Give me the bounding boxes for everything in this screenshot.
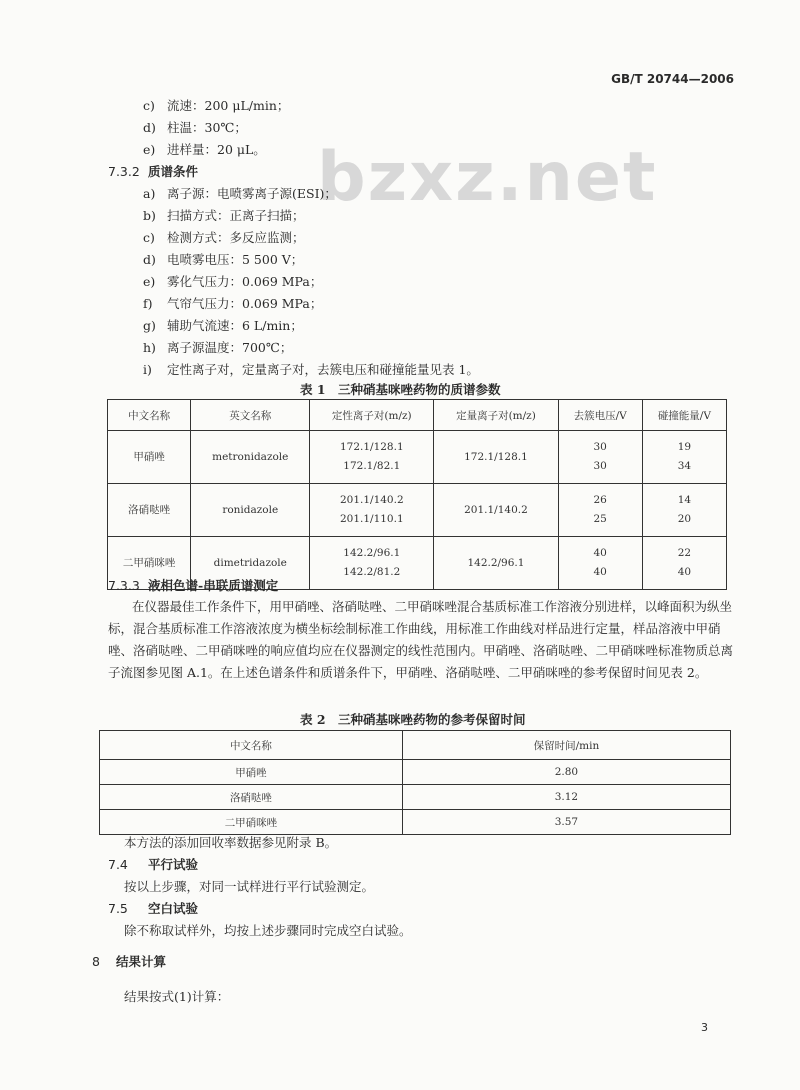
table-cell: 3.57 (402, 810, 730, 835)
section-heading-7-3-3: 7.3.3 液相色谱-串联质谱测定 (108, 578, 279, 593)
list-item: f) 气帘气压力：0.069 MPa； (143, 296, 323, 311)
section-text: 结果按式(1)计算： (124, 989, 230, 1004)
table-cell: dimetridazole (191, 537, 310, 590)
list-item: i) 定性离子对，定量离子对，去簇电压和碰撞能量见表 1。 (143, 362, 479, 377)
table-cell: 172.1/128.1 172.1/82.1 (310, 431, 434, 484)
section-heading-7-5: 7.5 空白试验 (108, 901, 199, 916)
table-header: 英文名称 (191, 400, 310, 431)
table-cell: 洛硝哒唑 (100, 785, 403, 810)
table-header: 中文名称 (100, 731, 403, 760)
table-cell: metronidazole (191, 431, 310, 484)
table-row (108, 484, 727, 537)
table-header: 定性离子对(m/z) (310, 400, 434, 431)
list-item: c) 流速：200 μL/min； (143, 98, 290, 113)
table-cell: 201.1/140.2 201.1/110.1 (310, 484, 434, 537)
list-item: a) 离子源：电喷雾离子源(ESI)； (143, 186, 337, 201)
table-cell: 142.2/96.1 142.2/81.2 (310, 537, 434, 590)
section-heading-8: 8 结果计算 (92, 954, 167, 969)
table-cell: 2.80 (402, 760, 730, 785)
list-item: g) 辅助气流速：6 L/min； (143, 318, 303, 333)
table-cell: 19 34 (642, 431, 726, 484)
list-item: c) 检测方式：多反应监测； (143, 230, 305, 245)
list-item: b) 扫描方式：正离子扫描； (143, 208, 305, 223)
table-cell: 26 25 (558, 484, 642, 537)
paragraph: 在仪器最佳工作条件下，用甲硝唑、洛硝哒唑、二甲硝咪唑混合基质标准工作溶液分别进样，以峰面积为纵坐标，混合基质标准工作溶液浓度为横坐标绘制标准工作曲线，用标准工作曲线对样品进行定量，样品溶液中甲硝唑、洛硝哒唑、二甲硝咪唑的响应值均应在仪器测定的线性范围内。甲硝唑、洛硝哒唑、二甲硝咪唑标准物质总离子流图参见图 A.1。在上述色谱条件和质谱条件下，甲硝唑、洛硝哒唑、二甲硝咪唑的参考保留时间见表 2。 (108, 599, 734, 680)
table-cell: 201.1/140.2 (434, 484, 558, 537)
list-item: e) 雾化气压力：0.069 MPa； (143, 274, 323, 289)
table2-caption: 表 2 三种硝基咪唑药物的参考保留时间 (300, 712, 526, 727)
table-cell: 二甲硝咪唑 (100, 810, 403, 835)
table-cell: ronidazole (191, 484, 310, 537)
list-item: e) 进样量：20 μL。 (143, 142, 266, 157)
standard-number: GB/T 20744—2006 (611, 72, 734, 86)
table-row (108, 431, 727, 484)
table-cell: 40 40 (558, 537, 642, 590)
table1 (107, 399, 727, 590)
table1-caption: 表 1 三种硝基咪唑药物的质谱参数 (300, 382, 501, 397)
page-number: 3 (701, 1021, 708, 1034)
table-cell: 甲硝唑 (100, 760, 403, 785)
section-heading-7-3-2: 7.3.2 质谱条件 (108, 164, 199, 179)
table-cell: 142.2/96.1 (434, 537, 558, 590)
recovery-note: 本方法的添加回收率数据参见附录 B。 (124, 835, 338, 850)
table-header: 去簇电压/V (558, 400, 642, 431)
watermark: bzxz.net (317, 138, 658, 217)
list-item: h) 离子源温度：700℃； (143, 340, 293, 355)
section-heading-7-4: 7.4 平行试验 (108, 857, 199, 872)
table-cell: 3.12 (402, 785, 730, 810)
section-text: 按以上步骤，对同一试样进行平行试验测定。 (124, 879, 375, 894)
table-cell: 172.1/128.1 (434, 431, 558, 484)
list-item: d) 电喷雾电压：5 500 V； (143, 252, 304, 267)
table-header: 保留时间/min (402, 731, 730, 760)
table-header-row (108, 400, 727, 431)
table2 (99, 730, 731, 835)
table-cell: 二甲硝咪唑 (108, 537, 191, 590)
section-text: 除不称取试样外，均按上述步骤同时完成空白试验。 (124, 923, 412, 938)
table-row (100, 785, 731, 810)
table-header: 中文名称 (108, 400, 191, 431)
list-item: d) 柱温：30℃； (143, 120, 247, 135)
table-header-row (100, 731, 731, 760)
table-cell: 22 40 (642, 537, 726, 590)
table-header: 碰撞能量/V (642, 400, 726, 431)
table-row (100, 760, 731, 785)
table-row (100, 810, 731, 835)
table-cell: 14 20 (642, 484, 726, 537)
table-cell: 洛硝哒唑 (108, 484, 191, 537)
table-header: 定量离子对(m/z) (434, 400, 558, 431)
table-cell: 30 30 (558, 431, 642, 484)
table-cell: 甲硝唑 (108, 431, 191, 484)
